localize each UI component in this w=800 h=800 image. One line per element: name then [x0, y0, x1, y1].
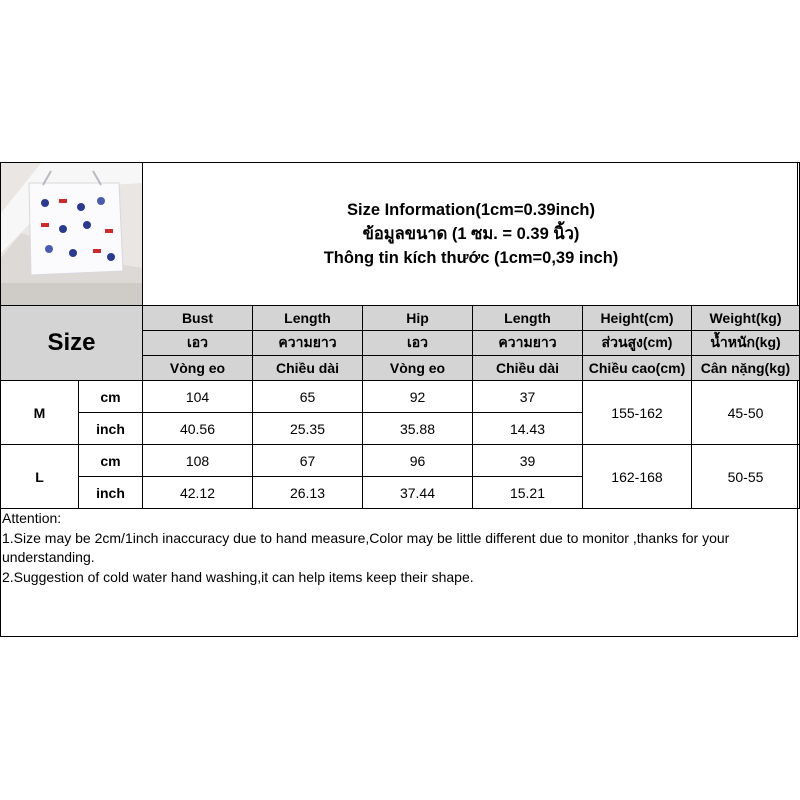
attention-notes [2, 509, 794, 587]
l-length2-inch: 15.21 [473, 477, 583, 509]
col-header-th: ส่วนสูง(cm) [583, 331, 692, 356]
l-length-cm: 67 [253, 445, 363, 477]
size-label-l: L [1, 445, 79, 509]
unit-label-inch: inch [79, 413, 143, 445]
size-header: Size [1, 306, 143, 381]
col-header-en: Length [253, 306, 363, 331]
col-header-vi: Chiều cao(cm) [583, 356, 692, 381]
attention-heading: Attention: [2, 510, 62, 526]
col-header-en: Bust [143, 306, 253, 331]
col-header-th: เอว [363, 331, 473, 356]
col-header-en: Hip [363, 306, 473, 331]
l-bust-inch: 42.12 [143, 477, 253, 509]
m-length-inch: 25.35 [253, 413, 363, 445]
col-header-vi: Cân nặng(kg) [692, 356, 800, 381]
title-vietnamese: Thông tin kích thước (1cm=0,39 inch) [323, 249, 619, 267]
col-header-vi: Vòng eo [143, 356, 253, 381]
col-header-en: Length [473, 306, 583, 331]
size-chart-table [0, 162, 800, 509]
l-hip-cm: 96 [363, 445, 473, 477]
col-header-en: Weight(kg) [692, 306, 800, 331]
col-header-th: ความยาว [253, 331, 363, 356]
attention-note-2: 2.Suggestion of cold water hand washing,it can help items keep their shape. [2, 568, 474, 585]
m-length2-inch: 14.43 [473, 413, 583, 445]
m-height: 155-162 [583, 381, 692, 445]
product-photo [1, 163, 143, 306]
m-length2-cm: 37 [473, 381, 583, 413]
col-header-th: ความยาว [473, 331, 583, 356]
col-header-vi: Chiều dài [253, 356, 363, 381]
l-length2-cm: 39 [473, 445, 583, 477]
col-header-en: Height(cm) [583, 306, 692, 331]
l-length-inch: 26.13 [253, 477, 363, 509]
col-header-vi: Chiều dài [473, 356, 583, 381]
m-hip-cm: 92 [363, 381, 473, 413]
size-info-title-cell [143, 163, 800, 306]
l-height: 162-168 [583, 445, 692, 509]
col-header-vi: Vòng eo [363, 356, 473, 381]
m-weight: 45-50 [692, 381, 800, 445]
unit-label-cm: cm [79, 381, 143, 413]
m-hip-inch: 35.88 [363, 413, 473, 445]
l-weight: 50-55 [692, 445, 800, 509]
camisole-photo-image [1, 163, 143, 305]
title-thai: ข้อมูลขนาด (1 ซม. = 0.39 นิ้ว) [362, 225, 580, 243]
unit-label-cm: cm [79, 445, 143, 477]
m-length-cm: 65 [253, 381, 363, 413]
m-bust-inch: 40.56 [143, 413, 253, 445]
m-bust-cm: 104 [143, 381, 253, 413]
l-hip-inch: 37.44 [363, 477, 473, 509]
title-english: Size Information(1cm=0.39inch) [346, 201, 596, 219]
col-header-th: เอว [143, 331, 253, 356]
col-header-th: น้ำหนัก(kg) [692, 331, 800, 356]
attention-note-1: 1.Size may be 2cm/1inch inaccuracy due to hand measure,Color may be little different due to monitor ,thanks for your understanding. [2, 529, 730, 565]
l-bust-cm: 108 [143, 445, 253, 477]
unit-label-inch: inch [79, 477, 143, 509]
size-label-m: M [1, 381, 79, 445]
